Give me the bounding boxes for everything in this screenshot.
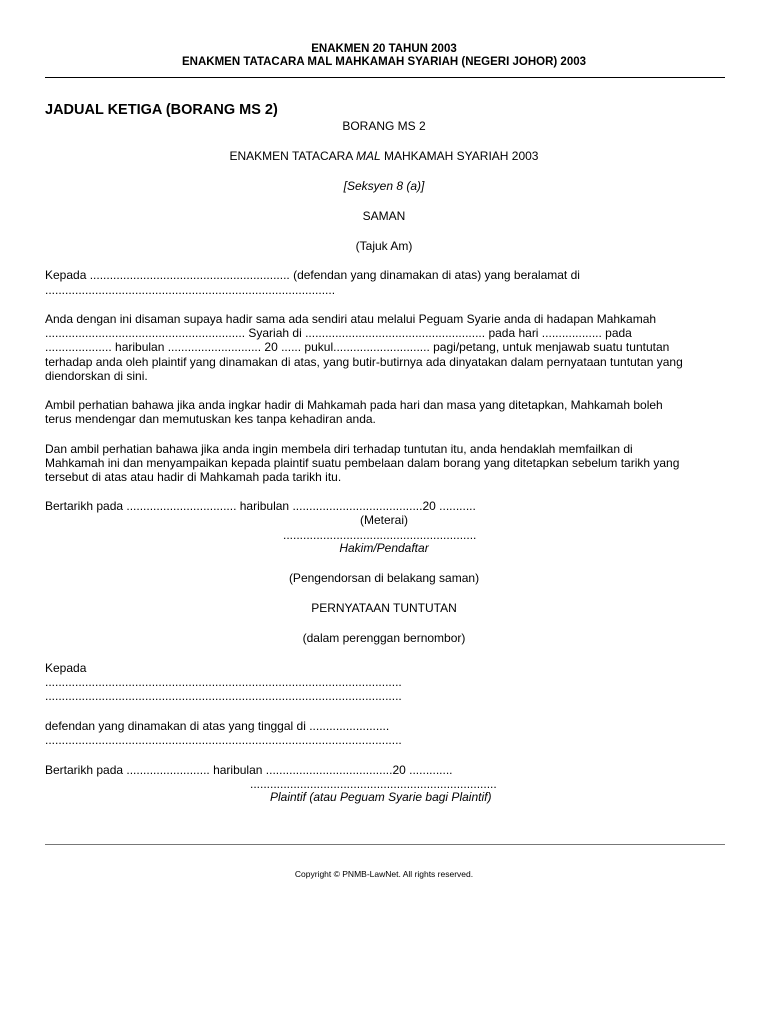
general-title: (Tajuk Am) [355,239,413,253]
form-name: BORANG MS 2 [342,119,426,133]
enactment-title-italic: MAL [355,149,381,163]
defendant-address-line-2: ........................................................................................................... [45,733,402,747]
kepada-2: Kepada [45,661,87,675]
signature-line-1: .......................................................... [283,528,477,542]
notice-line: tersebut di atas atau hadir di Mahkamah pada tarikh itu. [45,470,342,485]
summons-line: Anda dengan ini disaman supaya hadir sama ada sendiri atau melalui Peguam Syarie anda di hadapan Mahkamah [45,312,657,326]
header-line-2: ENAKMEN TATACARA MAL MAHKAMAH SYARIAH (NEGERI JOHOR) 2003 [181,56,587,68]
notice-paragraph-1 [45,398,727,426]
header-line-1: ENAKMEN 20 TAHUN 2003 [311,43,457,55]
kepada-line-2: ....................................................................................... [45,283,336,297]
signatory-2: Plaintif (atau Peguam Syarie bagi Plaintif) [270,790,492,804]
dated-line-1: Bertarikh pada ................................. haribulan .......................................20 ........... [45,499,476,513]
notice-line: Ambil perhatian bahawa jika anda ingkar hadir di Mahkamah pada hari dan masa yang ditetapkan, Mahkamah boleh [45,398,663,412]
signatory-1: Hakim/Pendaftar [339,541,429,555]
defendant-address-line: defendan yang dinamakan di atas yang tinggal di ........................ [45,719,390,733]
footer-divider [45,844,725,845]
summons-line: ............................................................ Syariah di ...................................................... pada hari .................. pada [45,326,632,341]
enactment-title [0,149,768,163]
notice-line: Mahkamah ini dan menyampaikan kepada plaintif suatu pembelaan dalam borang yang ditetapkan sebelum tarikh yang [45,456,680,471]
kepada-2-line-2: ........................................................................................................... [45,689,402,703]
notice-paragraph-2 [45,442,727,485]
dated-line-2: Bertarikh pada ......................... haribulan ......................................20 ............. [45,763,453,777]
summons-line: .................... haribulan ............................ 20 ...... pukul............................. pagi/petang, untuk menjawab suatu tuntutan [45,340,670,355]
summons-paragraph [45,312,727,383]
statement-title: PERNYATAAN TUNTUTAN [311,601,457,615]
enactment-title-after: MAHKAMAH SYARIAH 2003 [380,149,539,163]
notice-line: Dan ambil perhatian bahawa jika anda ingin membela diri terhadap tuntutan itu, anda hendaklah memfailkan di [45,442,633,456]
endorsement-note: (Pengendorsan di belakang saman) [288,571,480,585]
section-reference: [Seksyen 8 (a)] [343,179,425,193]
signature-line-2: .......................................................................... [250,777,497,791]
document-type: SAMAN [362,209,406,223]
copyright-notice: Copyright © PNMB-LawNet. All rights reserved. [294,869,474,879]
kepada-line-1: Kepada ............................................................ (defendan yang dinamakan di atas) yang beralamat di [45,268,580,282]
seal-label: (Meterai) [359,513,408,527]
kepada-2-line-1: ........................................................................................................... [45,675,402,689]
summons-line: diendorskan di sini. [45,368,148,383]
enactment-title-before: ENAKMEN TATACARA [229,149,356,163]
schedule-title: JADUAL KETIGA (BORANG MS 2) [45,102,278,118]
summons-line: terhadap anda oleh plaintif yang dinamakan di atas, yang butir-butirnya ada dinyatakan dalam pernyataan tuntutan yang [45,354,683,369]
notice-line: terus mendengar dan memutuskan kes tanpa kehadiran anda. [45,412,376,427]
statement-subtitle: (dalam perenggan bernombor) [302,631,466,645]
header-divider [45,77,725,78]
